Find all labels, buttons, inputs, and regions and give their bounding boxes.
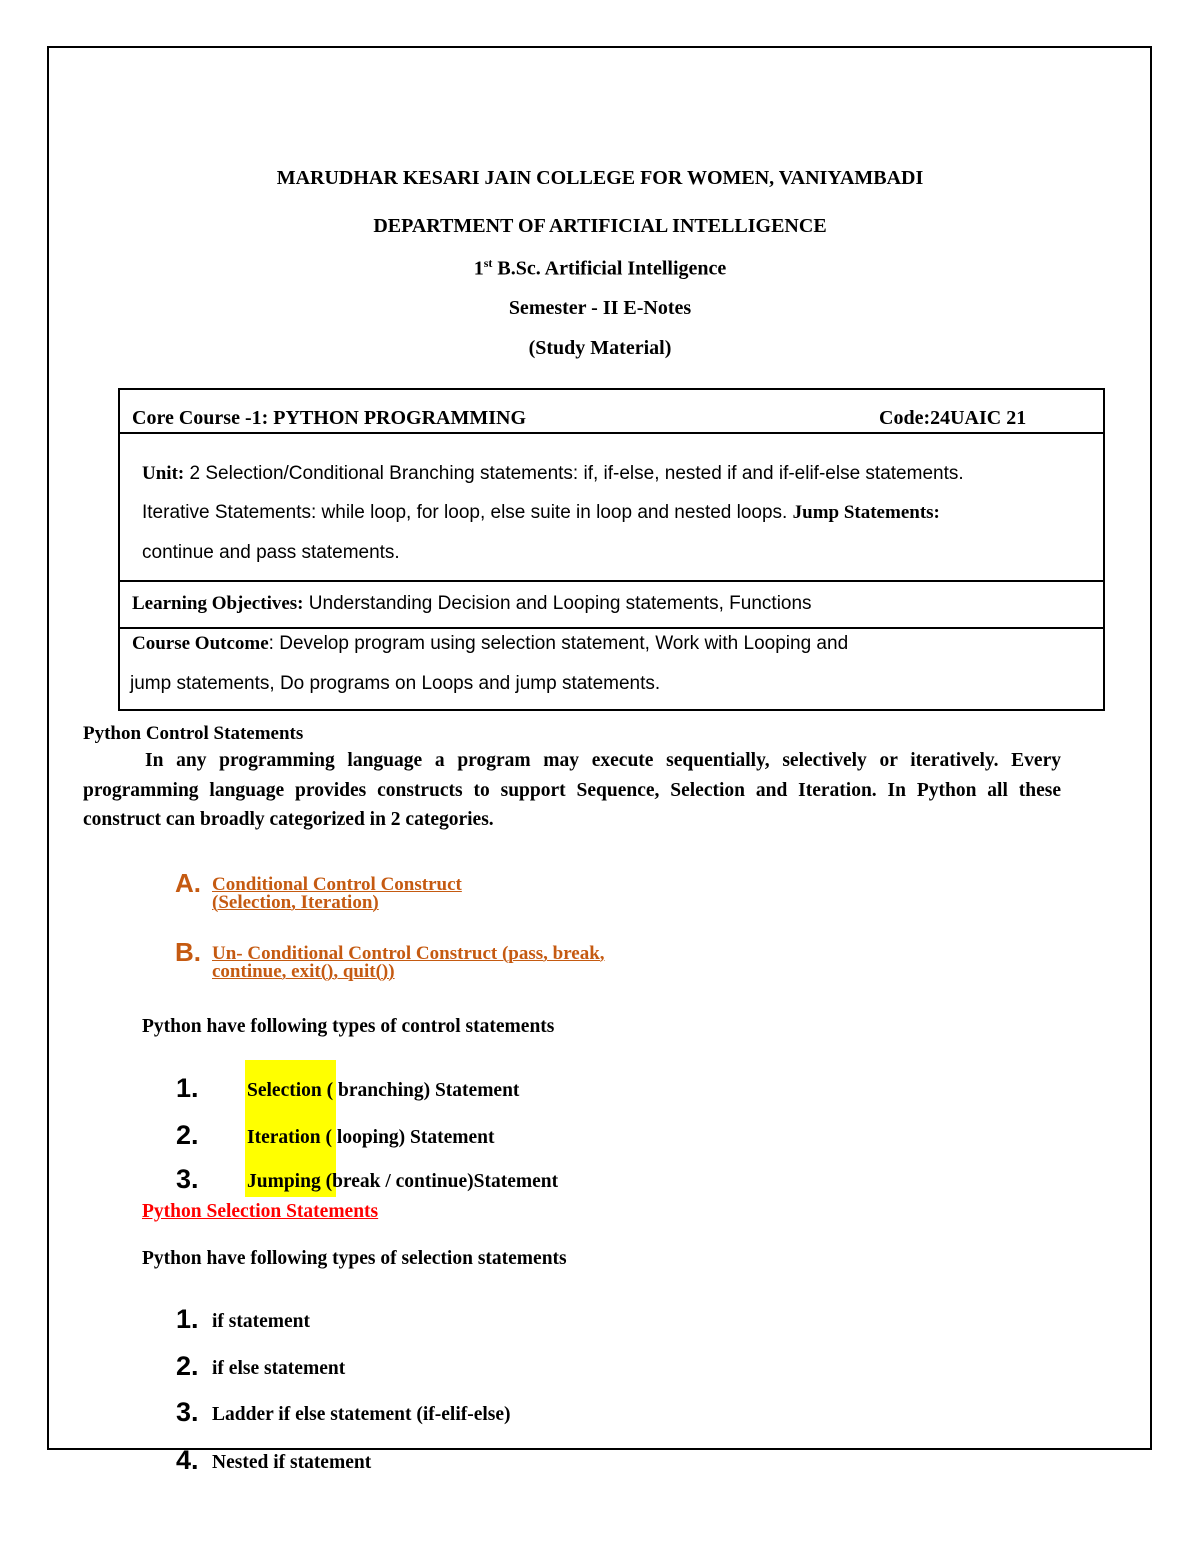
construct-letter-a: A. <box>175 868 201 898</box>
class-prefix: 1 <box>473 257 484 280</box>
selection-num-3: 3. <box>176 1397 199 1427</box>
selection-heading: Python Selection Statements <box>142 1201 379 1222</box>
objectives-label: Learning Objectives: <box>132 593 304 614</box>
unit-text-1: 2 Selection/Conditional Branching statements: if, if-else, nested if and if-elif-else statements. <box>184 463 964 484</box>
selection-num-4: 4. <box>176 1445 199 1475</box>
selection-item-2: if else statement <box>212 1358 346 1379</box>
construct-b-line-2: continue, exit(), quit()) <box>212 961 395 982</box>
unit-line-3: continue and pass statements. <box>142 542 400 563</box>
section-title: Python Control Statements <box>83 723 304 744</box>
unit-line-2 <box>142 502 940 524</box>
outcome-label: Course Outcome <box>132 633 269 654</box>
unit-line-1 <box>142 463 964 485</box>
intro-paragraph <box>83 746 1061 835</box>
control-intro: Python have following types of control statements <box>142 1016 555 1037</box>
course-box-divider <box>120 580 1103 582</box>
course-code: Code:24UAIC 21 <box>879 407 1027 429</box>
selection-item-1: if statement <box>212 1311 311 1332</box>
semester-label: Semester - II E-Notes <box>508 297 692 319</box>
intro-paragraph-text: In any programming language a program may execute sequentially, selectively or iteratively. Every programming language provides constructs to support Sequence, Selection and Iteration. In Python all these construct can broadly categorized in 2 categories. <box>83 750 1061 830</box>
selection-item-4: Nested if statement <box>212 1452 372 1473</box>
control-rest-2: ( looping) Statement <box>320 1127 495 1148</box>
class-rest: B.Sc. Artificial Intelligence <box>492 257 727 280</box>
construct-a-line-1: Conditional Control Construct <box>212 874 462 895</box>
jump-label: Jump Statements: <box>792 502 940 523</box>
selection-item-3: Ladder if else statement (if-elif-else) <box>212 1404 511 1425</box>
course-title: Core Course -1: PYTHON PROGRAMMING <box>132 407 527 429</box>
unit-label: Unit: <box>142 463 185 484</box>
control-item-1 <box>247 1080 519 1102</box>
control-num-1: 1. <box>176 1073 199 1103</box>
objectives-line <box>132 593 812 615</box>
selection-num-2: 2. <box>176 1351 199 1381</box>
construct-letter-b: B. <box>175 937 201 967</box>
selection-intro: Python have following types of selection statements <box>142 1248 567 1269</box>
class-sup: st <box>483 256 493 270</box>
construct-b-line-1: Un- Conditional Control Construct (pass, break, <box>212 943 605 964</box>
control-item-2 <box>247 1127 495 1149</box>
objectives-text: Understanding Decision and Looping statements, Functions <box>303 593 812 614</box>
outcome-line-1 <box>132 633 848 655</box>
control-highlight-2: Iteration <box>247 1127 321 1148</box>
unit-text-2: Iterative Statements: while loop, for loop, else suite in loop and nested loops. <box>142 502 793 523</box>
control-item-3 <box>247 1171 558 1193</box>
control-num-3: 3. <box>176 1164 199 1194</box>
selection-num-1: 1. <box>176 1304 199 1334</box>
control-rest-1: ( branching) Statement <box>321 1080 520 1101</box>
outcome-line-2: jump statements, Do programs on Loops and jump statements. <box>130 673 661 694</box>
course-box-divider <box>120 627 1103 629</box>
class-name <box>0 256 1200 281</box>
course-box <box>118 388 1105 711</box>
outcome-text-1: : Develop program using selection statement, Work with Looping and <box>268 633 849 654</box>
material-label: (Study Material) <box>528 337 672 359</box>
control-highlight-3: Jumping <box>247 1171 321 1192</box>
college-name: MARUDHAR KESARI JAIN COLLEGE FOR WOMEN, VANIYAMBADI <box>276 167 924 189</box>
course-box-divider <box>120 432 1103 434</box>
construct-a-line-2: (Selection, Iteration) <box>212 892 379 913</box>
control-rest-3: (break / continue)Statement <box>320 1171 559 1192</box>
control-highlight-1: Selection <box>247 1080 322 1101</box>
department-name: DEPARTMENT OF ARTIFICIAL INTELLIGENCE <box>373 215 827 237</box>
control-num-2: 2. <box>176 1120 199 1150</box>
